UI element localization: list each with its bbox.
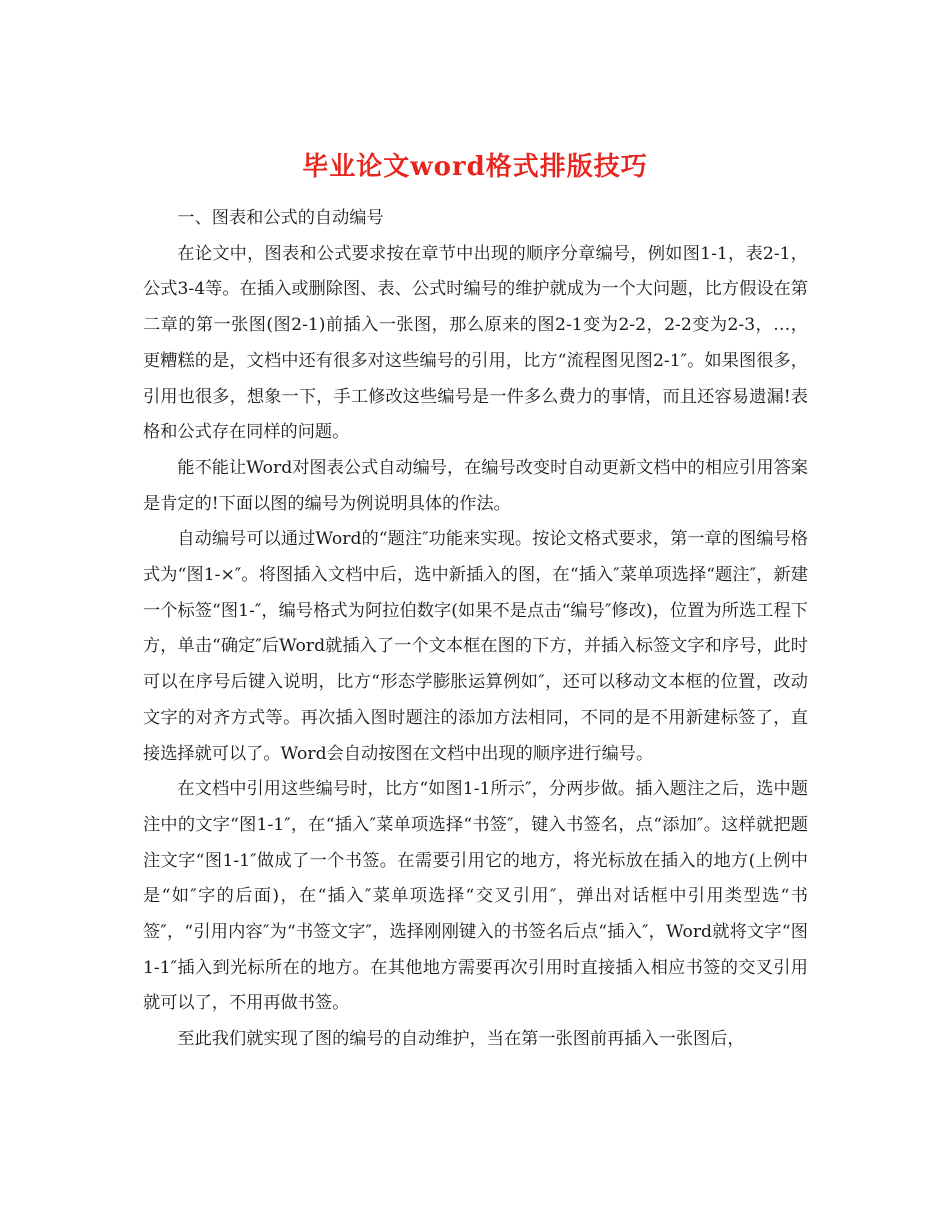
body-paragraph: 自动编号可以通过Word的“题注″功能来实现。按论文格式要求，第一章的图编号格式为“图1-×″。将图插入文档中后，选中新插入的图，在“插入″菜单项选择“题注″，新建一个标签“图1-″，编号格式为阿拉伯数字(如果不是点击“编号″修改)，位置为所选工程下方，单击“确定″后Word就插入了一个文本框在图的下方，并插入标签文字和序号，此时可以在序号后键入说明，比方“形态学膨胀运算例如″，还可以移动文本框的位置，改动文字的对齐方式等。再次插入图时题注的添加方法相同，不同的是不用新建标签了，直接选择就可以了。Word会自动按图在文档中出现的顺序进行编号。 [143, 529, 808, 764]
body-paragraph: 在论文中，图表和公式要求按在章节中出现的顺序分章编号，例如图1-1，表2-1，公式3-4等。在插入或删除图、表、公式时编号的维护就成为一个大问题，比方假设在第二章的第一张图(图2-1)前插入一张图，那么原来的图2-1变为2-2，2-2变为2-3，…，更糟糕的是，文档中还有很多对这些编号的引用，比方“流程图见图2-1″。如果图很多，引用也很多，想象一下，手工修改这些编号是一件多么费力的事情，而且还容易遗漏!表格和公式存在同样的问题。 [143, 243, 808, 443]
body-paragraph: 能不能让Word对图表公式自动编号，在编号改变时自动更新文档中的相应引用答案是肯定的!下面以图的编号为例说明具体的作法。 [143, 457, 808, 514]
section-heading: 一、图表和公式的自动编号 [177, 208, 384, 228]
document-title: 毕业论文word格式排版技巧 [302, 152, 648, 183]
body-paragraph: 在文档中引用这些编号时，比方“如图1-1所示″，分两步做。插入题注之后，选中题注中的文字“图1-1″，在“插入″菜单项选择“书签″，键入书签名，点“添加″。这样就把题注文字“图1-1″做成了一个书签。在需要引用它的地方，将光标放在插入的地方(上例中是“如″字的后面)，在“插入″菜单项选择“交叉引用″，弹出对话框中引用类型选“书签″，“引用内容″为“书签文字″，选择刚刚键入的书签名后点“插入″，Word就将文字“图1-1″插入到光标所在的地方。在其他地方需要再次引用时直接插入相应书签的交叉引用就可以了，不用再做书签。 [143, 779, 808, 1014]
body-paragraph: 至此我们就实现了图的编号的自动维护，当在第一张图前再插入一张图后， [177, 1029, 745, 1050]
document-body [143, 201, 808, 1058]
